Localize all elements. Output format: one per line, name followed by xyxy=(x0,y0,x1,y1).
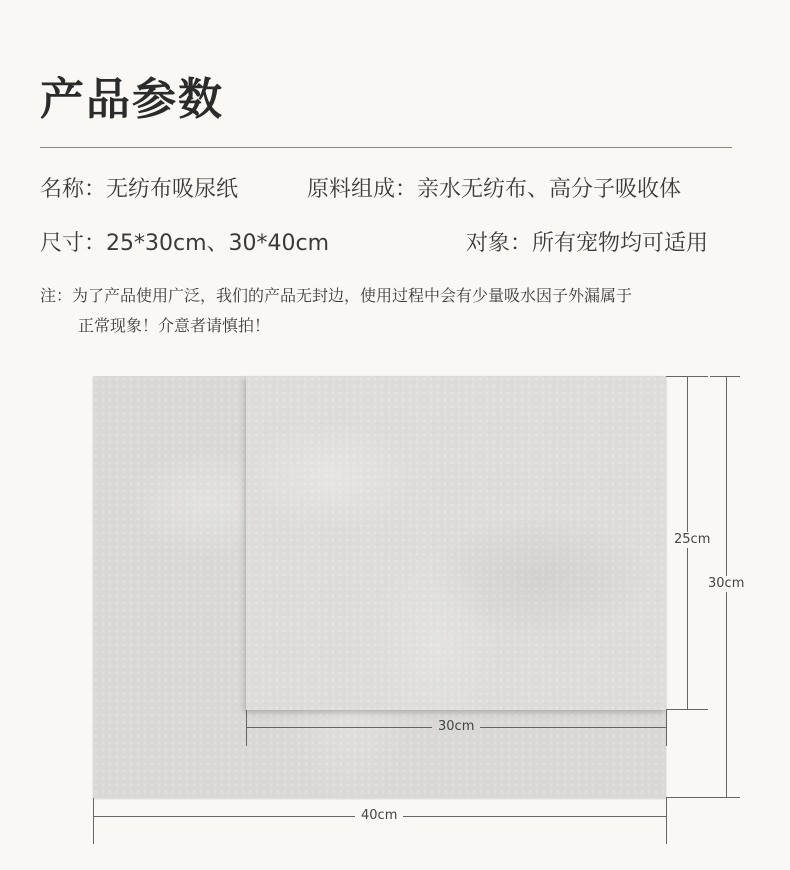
dim-tick xyxy=(93,798,94,844)
dim-label-large-height: 30cm xyxy=(702,576,750,592)
usage-note-line2: 正常现象！介意者请慎拍！ xyxy=(78,316,271,335)
spec-size: 尺寸：25*30cm、30*40cm xyxy=(40,231,330,256)
dim-label-small-height: 25cm xyxy=(668,532,716,548)
dim-label-large-width: 40cm xyxy=(355,808,403,824)
dim-tick xyxy=(246,710,247,746)
dim-tick xyxy=(666,797,740,798)
spec-name: 名称：无纺布吸尿纸 xyxy=(40,177,239,202)
dim-tick xyxy=(666,798,667,844)
spec-material: 原料组成：亲水无纺布、高分子吸收体 xyxy=(307,177,682,202)
dim-label-small-width: 30cm xyxy=(432,719,480,735)
page-title: 产品参数 xyxy=(40,74,224,125)
dim-tick xyxy=(710,376,740,377)
spec-target: 对象：所有宠物均可适用 xyxy=(466,231,709,256)
pad-small-image xyxy=(246,376,666,710)
usage-note-line1: 注：为了产品使用广泛，我们的产品无封边，使用过程中会有少量吸水因子外漏属于 xyxy=(40,286,633,305)
dim-tick xyxy=(666,710,667,746)
usage-note xyxy=(40,281,760,341)
title-divider xyxy=(40,147,732,148)
